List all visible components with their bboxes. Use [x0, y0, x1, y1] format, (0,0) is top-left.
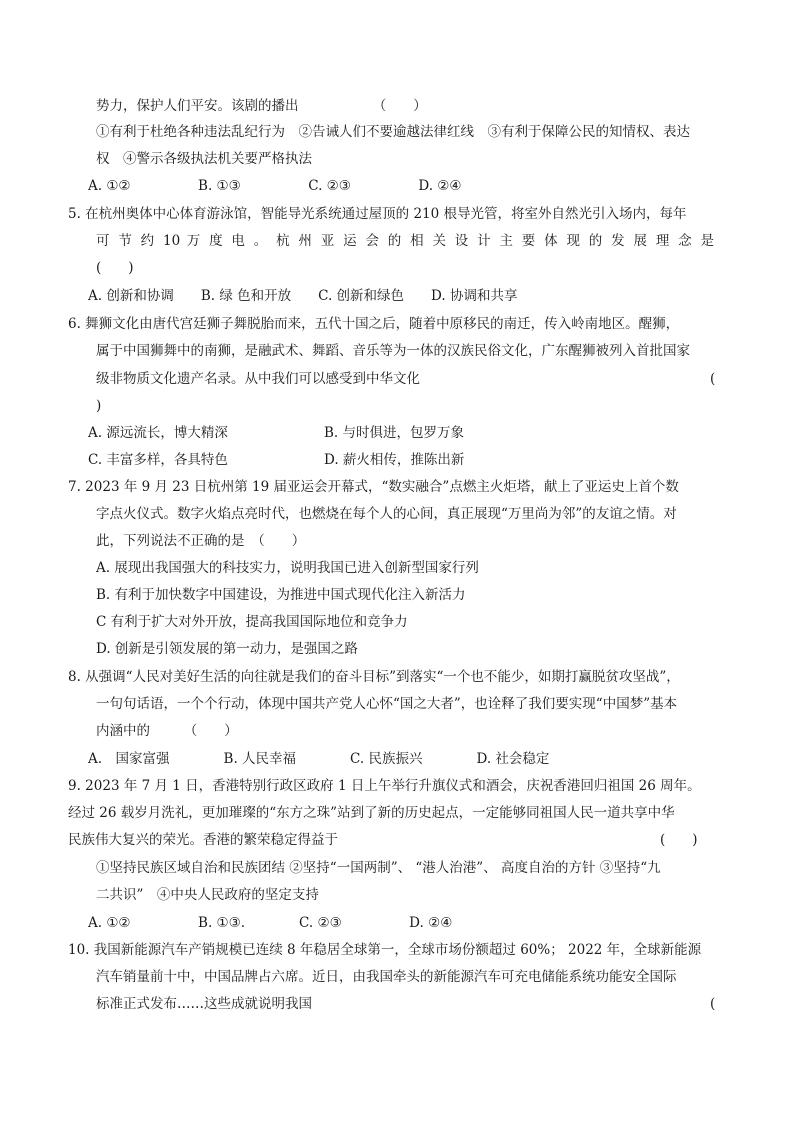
q6-stem-line-3: 级非物质文化遗产名录。从中我们可以感受到中华文化 — [96, 371, 420, 387]
q9-statement-line-1: ①坚持民族区域自治和民族团结 ②坚持“一国两制”、 “港人治港”、 高度自治的方针 ③坚持“九 — [96, 860, 661, 876]
q6-option-d: D. 薪火相传，推陈出新 — [324, 452, 465, 468]
q8-stem-line-1: 8. 从强调“人民对美好生活的向往就是我们的奋斗目标”到落实“一个也不能少，如期打赢脱贫攻坚战”， — [68, 669, 680, 685]
q6-stem-line-2: 属于中国狮舞中的南狮，是融武术、舞蹈、音乐等为一体的汉族民俗文化，广东醒狮被列入首批国家 — [96, 343, 690, 359]
q4-continuation-line: 势力，保护人们平安。该剧的播出 （ ） — [96, 98, 427, 114]
q10-stem-line-2: 汽车销量前十中，中国品牌占六席。近日，由我国牵头的新能源汽车可充电储能系统功能安全国际 — [96, 969, 677, 985]
q9-stem-line-3: 民族伟大复兴的荣光。香港的繁荣稳定得益于 — [68, 832, 338, 848]
q10-stem-line-1: 10. 我国新能源汽车产销规模已连续 8 年稳居全球第一，全球市场份额超过 60%； 2022 年，全球新能源 — [68, 942, 702, 958]
q7-option-a: A. 展现出我国强大的科技实力，说明我国已进入创新型国家行列 — [96, 560, 479, 576]
q9-statement-line-2: 二共识” ④中央人民政府的坚定支持 — [96, 887, 319, 903]
q8-stem-line-3: 内涵中的 （ ） — [96, 723, 238, 739]
q6-stem-line-1: 6. 舞狮文化由唐代宫廷狮子舞脱胎而来，五代十国之后，随着中原移民的南迁，传入岭南地区。醒狮， — [68, 316, 680, 332]
q9-options: A. ①② B. ①③. C. ②③ D. ②④ — [88, 915, 453, 931]
q7-stem-line-3: 此，下列说法不正确的是 （ ） — [96, 533, 306, 549]
q8-options: A. 国家富强 B. 人民幸福 C. 民族振兴 D. 社会稳定 — [88, 751, 550, 767]
q5-answer-blank: ( ) — [96, 260, 134, 276]
q9-answer-blank: ( ) — [660, 832, 698, 848]
q9-stem-line-1: 9. 2023 年 7 月 1 日，香港特别行政区政府 1 日上午举行升旗仪式和酒会，庆祝香港回归祖国 26 周年。 — [68, 778, 701, 794]
q10-stem-line-3: 标准正式发布……这些成就说明我国 — [96, 996, 312, 1012]
q5-stem-line-2: 可 节 约 10 万 度 电 。 杭 州 亚 运 会 的 相 关 设 计 主 要 体 现 的 发 展 理 念 是 — [96, 233, 714, 249]
q7-option-b: B. 有利于加快数字中国建设，为推进中国式现代化注入新活力 — [96, 587, 466, 603]
q4-statement-line-2: 权 ④警示各级执法机关要严格执法 — [96, 151, 312, 167]
q5-options: A. 创新和协调 B. 绿 色和开放 C. 创新和绿色 D. 协调和共享 — [88, 288, 518, 304]
q7-stem-line-2: 字点火仪式。数字火焰点亮时代，也燃烧在每个人的心间，真正展现“万里尚为邻”的友谊之情。对 — [96, 506, 677, 522]
q4-options: A. ①② B. ①③ C. ②③ D. ②④ — [88, 178, 462, 194]
q6-answer-close: ) — [96, 398, 102, 414]
q6-answer-open: ( — [710, 371, 716, 387]
q5-stem-line-1: 5. 在杭州奥体中心体育游泳馆，智能导光系统通过屋顶的 210 根导光管，将室外自然光引入场内，每年 — [68, 206, 687, 222]
q7-stem-line-1: 7. 2023 年 9 月 23 日杭州第 19 届亚运会开幕式，“数实融合”点燃主火炬塔，献上了亚运史上首个数 — [68, 479, 679, 495]
q6-option-b: B. 与时俱进，包罗万象 — [324, 425, 465, 441]
q8-stem-line-2: 一句句话语，一个个行动，体现中国共产党人心怀“国之大者”，也诠释了我们要实现“中国梦”基本 — [96, 696, 678, 712]
q4-statement-line-1: ①有利于杜绝各种违法乱纪行为 ②告诫人们不要逾越法律红线 ③有利于保障公民的知情权、表达 — [96, 124, 690, 140]
q10-answer-open: ( — [710, 996, 716, 1012]
q9-stem-line-2: 经过 26 载岁月洗礼，更加璀璨的“东方之珠”站到了新的历史起点，一定能够同祖国人民一道共享中华 — [68, 805, 675, 821]
q7-option-d: D. 创新是引领发展的第一动力，是强国之路 — [96, 641, 358, 657]
q7-option-c: C 有利于扩大对外开放，提高我国国际地位和竞争力 — [96, 614, 408, 630]
q6-option-a: A. 源远流长，博大精深 — [88, 425, 228, 441]
q6-option-c: C. 丰富多样，各具特色 — [88, 452, 228, 468]
